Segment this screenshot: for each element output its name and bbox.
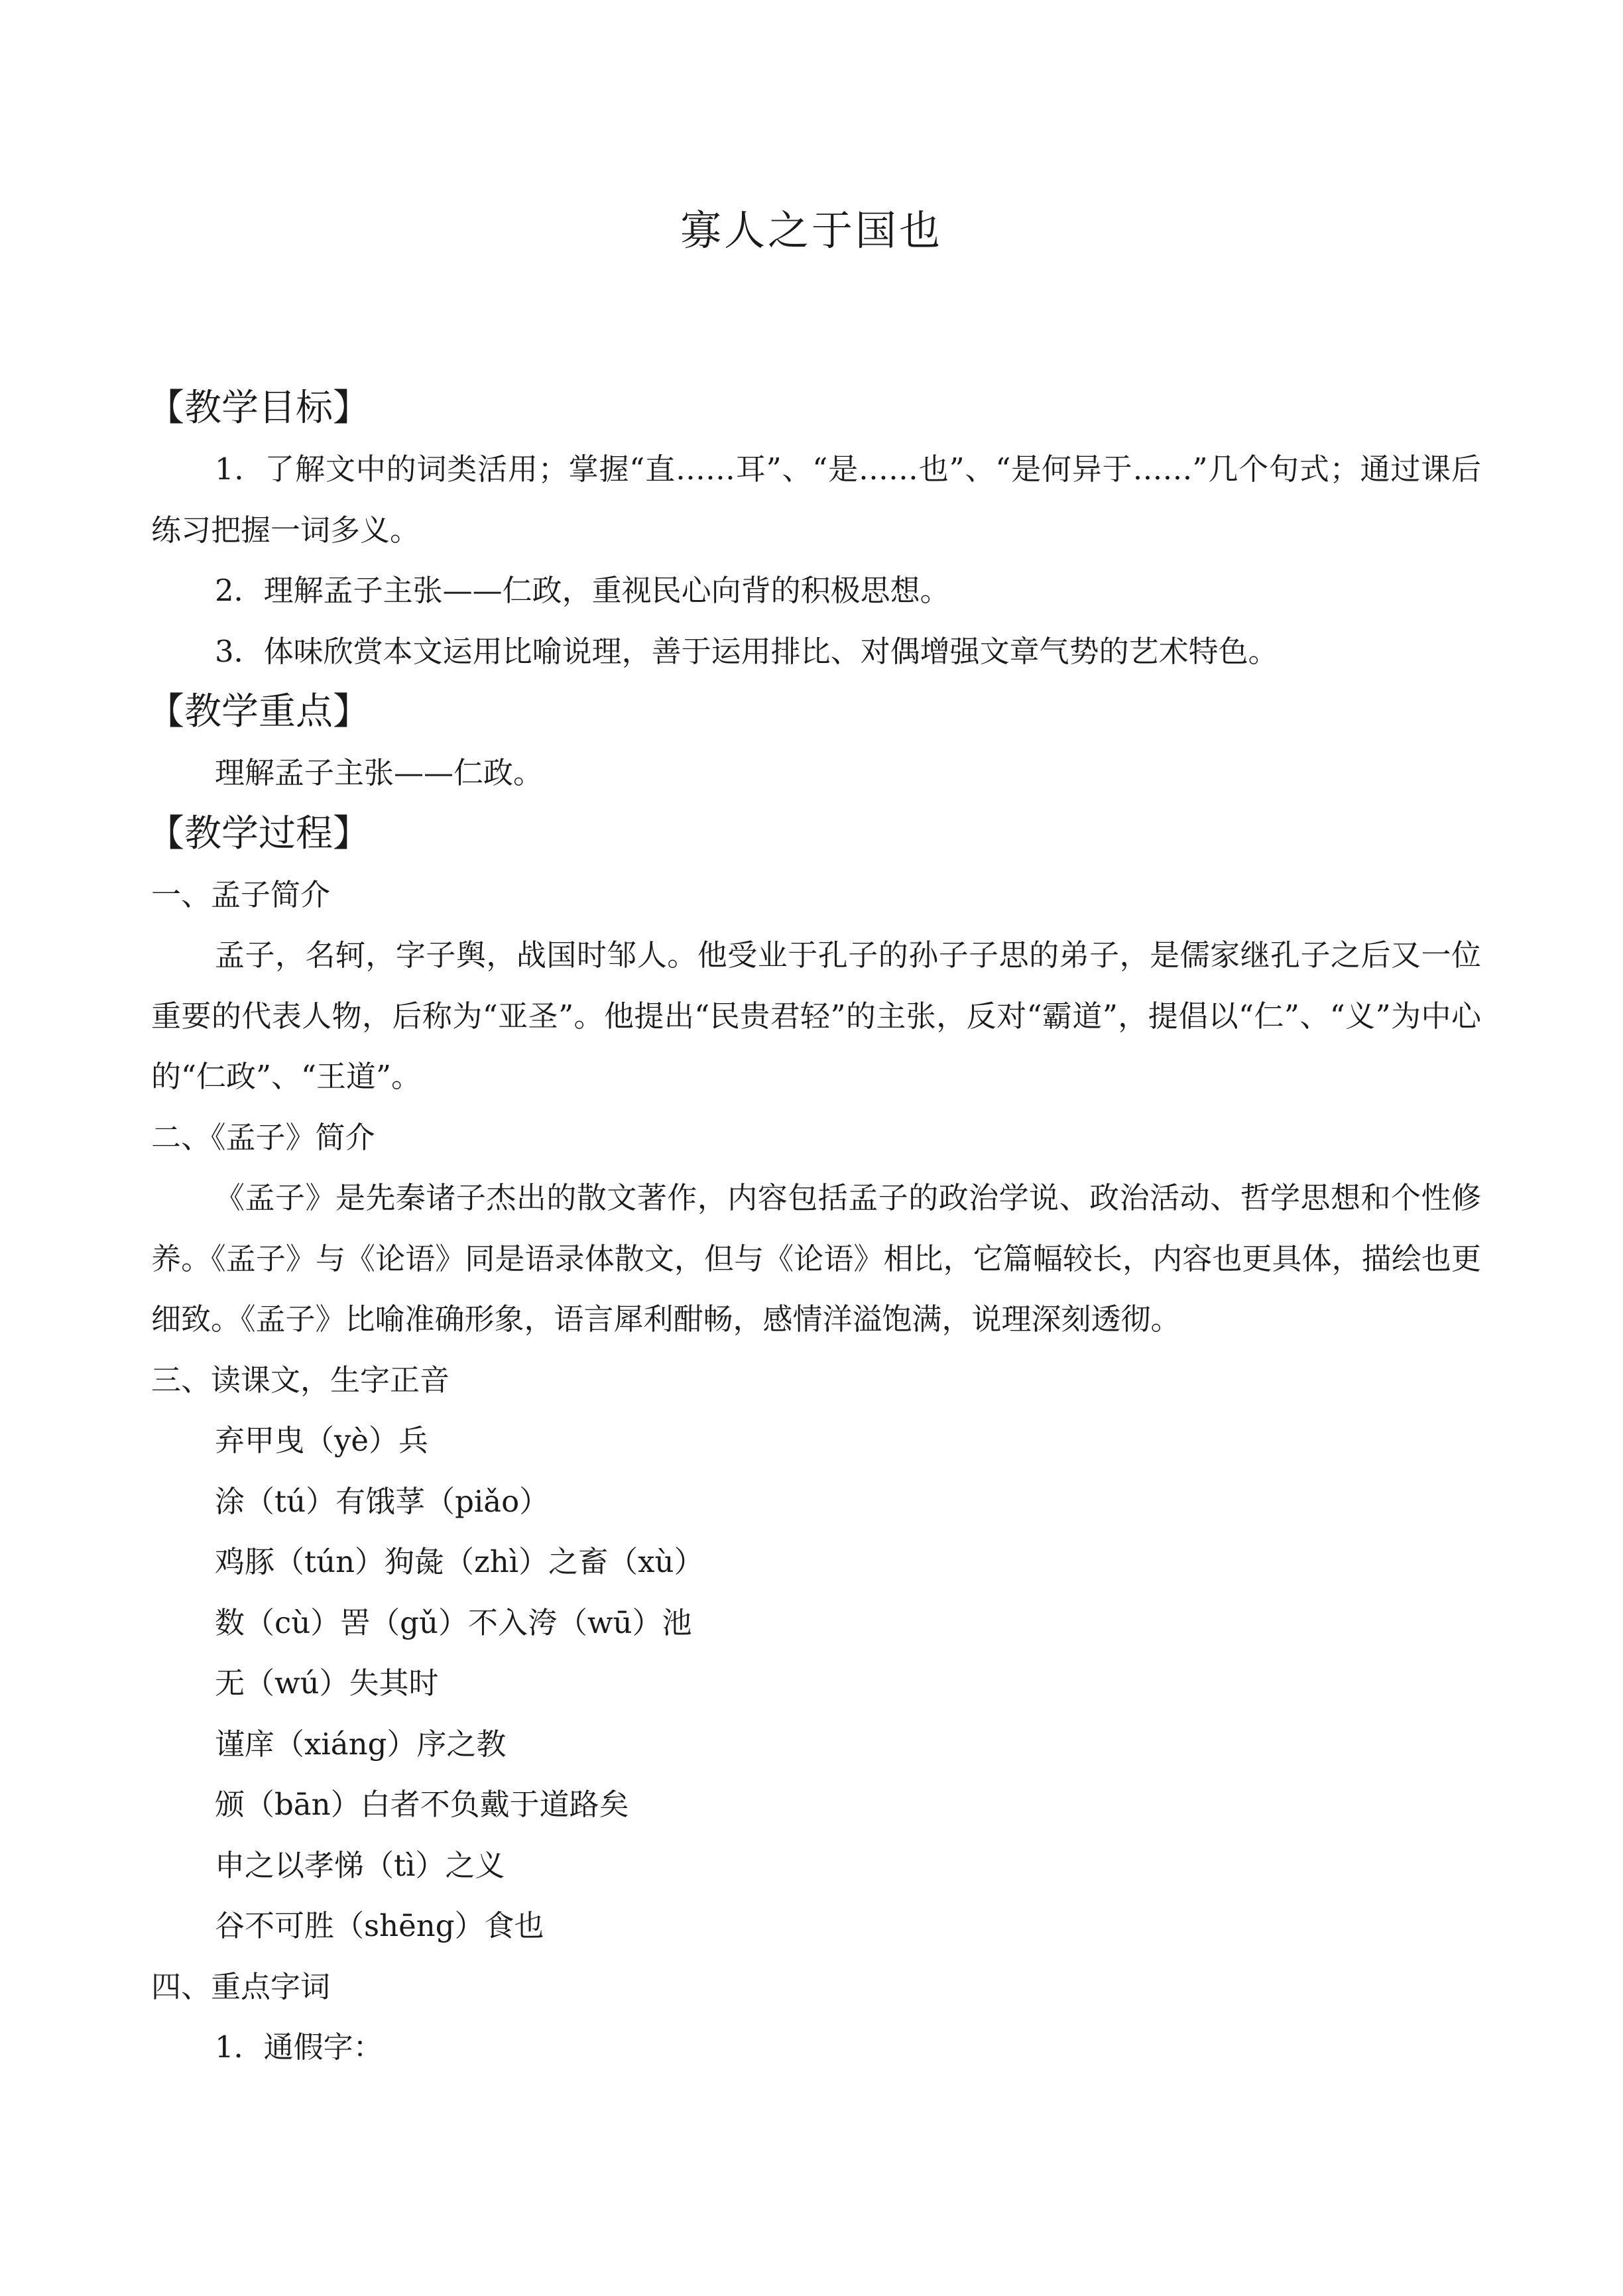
pronunciation-item: 鸡豚（tún）狗彘（zhì）之畜（xù）: [215, 1544, 704, 1579]
section-heading-process: 【教学过程】: [147, 812, 370, 855]
part-title-book-intro: 二、《孟子》简介: [151, 1119, 375, 1155]
part-title-key-words: 四、重点字词: [151, 1968, 331, 2004]
document-body: [147, 378, 1481, 2078]
section-heading-objectives: 【教学目标】: [147, 387, 370, 430]
part-text-mencius-intro: 孟子，名轲，字子舆，战国时邹人。他受业于孔子的孙子子思的弟子，是儒家继孔子之后又一位重要的代表人物，后称为“亚圣”。他提出“民贵君轻”的主张，反对“霸道”，提倡以“仁”、“义”为中心的“仁政”、“王道”。: [151, 937, 1481, 1094]
pronunciation-item: 数（cù）罟（gǔ）不入洿（wū）池: [215, 1604, 692, 1640]
objective-item-2: 2．理解孟子主张——仁政，重视民心向背的积极思想。: [215, 573, 950, 608]
pronunciation-item: 谨庠（xiáng）序之教: [215, 1726, 507, 1762]
key-words-item-1: 1．通假字：: [215, 2029, 383, 2065]
part-text-book-intro: 《孟子》是先秦诸子杰出的散文著作，内容包括孟子的政治学说、政治活动、哲学思想和个性修养。《孟子》与《论语》同是语录体散文，但与《论语》相比，它篇幅较长，内容也更具体，描绘也更细致。《孟子》比喻准确形象，语言犀利酣畅，感情洋溢饱满，说理深刻透彻。: [151, 1180, 1481, 1337]
part-title-pronunciation: 三、读课文，生字正音: [151, 1362, 450, 1398]
pronunciation-item: 无（wú）失其时: [215, 1665, 439, 1701]
part-title-mencius-intro: 一、孟子简介: [151, 876, 331, 912]
section-heading-key-points: 【教学重点】: [147, 690, 370, 733]
pronunciation-item: 颁（bān）白者不负戴于道路矣: [215, 1787, 629, 1822]
key-point-text: 理解孟子主张——仁政。: [215, 755, 544, 790]
objective-item-3: 3．体味欣赏本文运用比喻说理，善于运用排比、对偶增强文章气势的艺术特色。: [215, 633, 1278, 669]
pronunciation-item: 申之以孝悌（tì）之义: [215, 1847, 505, 1883]
objective-item-1: 1．了解文中的词类活用；掌握“直……耳”、“是……也”、“是何异于……”几个句式；通过课后练习把握一词多义。: [151, 452, 1481, 548]
pronunciation-item: 谷不可胜（shēng）食也: [215, 1908, 544, 1943]
pronunciation-item: 涂（tú）有饿莩（piǎo）: [215, 1483, 550, 1519]
document-title: 寡人之于国也: [680, 206, 943, 255]
pronunciation-item: 弃甲曳（yè）兵: [215, 1423, 429, 1458]
